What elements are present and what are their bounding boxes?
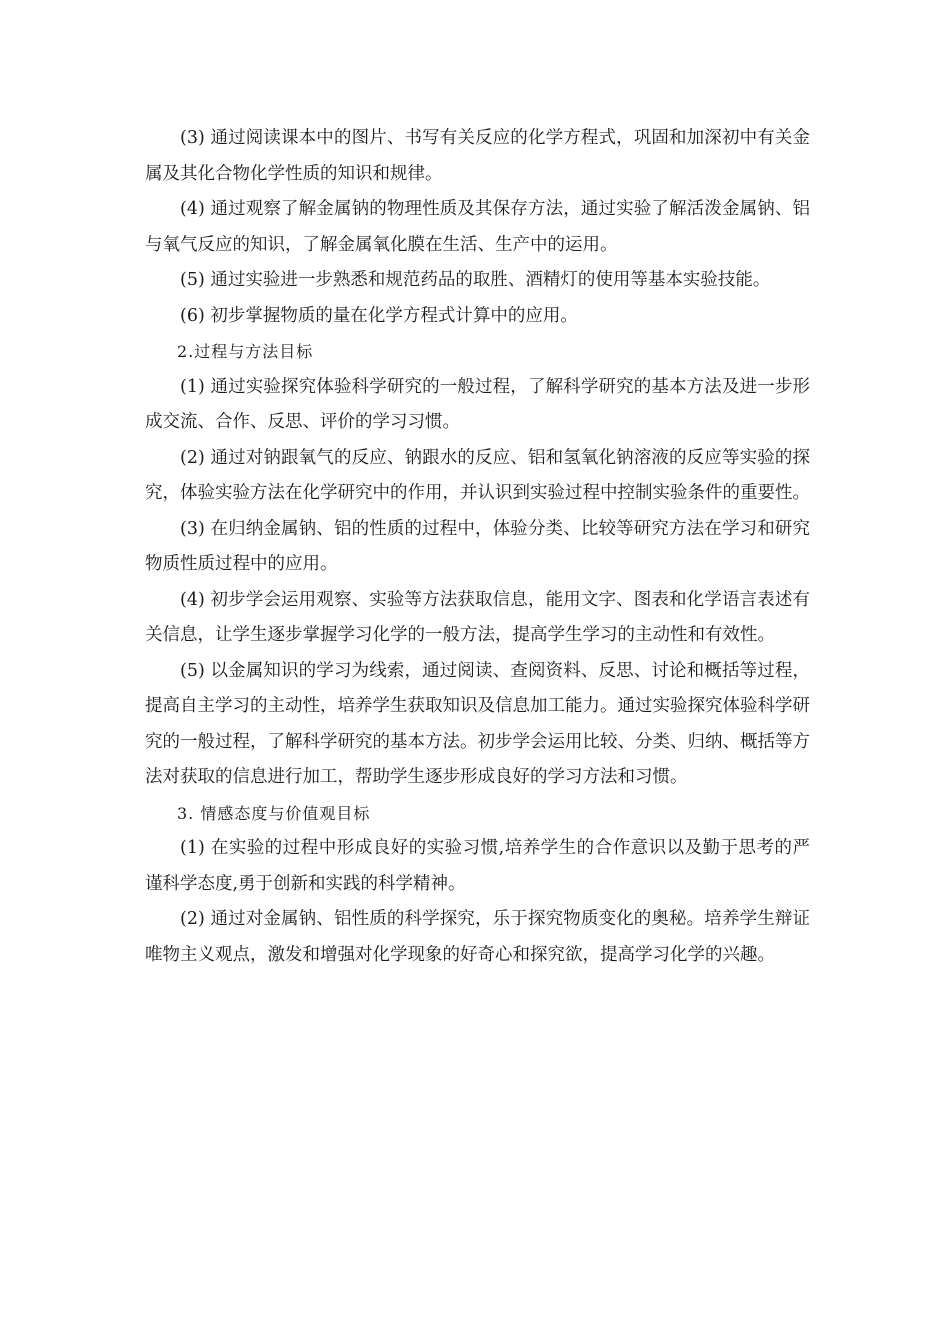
paragraph-knowledge-6: (6) 初步掌握物质的量在化学方程式计算中的应用。 — [180, 305, 578, 326]
paragraph-knowledge-3: (3) 通过阅读课本中的图片、书写有关反应的化学方程式，巩固和加深初中有关金属及其化合物化学性质的知识和规律。 — [145, 128, 810, 184]
paragraph-emotion-1: (1) 在实验的过程中形成良好的实验习惯,培养学生的合作意识以及勤于思考的严谨科学态度,勇于创新和实践的科学精神。 — [145, 838, 810, 894]
paragraph-knowledge-4: (4) 通过观察了解金属钠的物理性质及其保存方法，通过实验了解活泼金属钠、铝与氧气反应的知识，了解金属氧化膜在生活、生产中的运用。 — [145, 199, 810, 255]
section-heading-emotion-values: 3. 情感态度与价值观目标 — [177, 803, 371, 823]
paragraph-process-3: (3) 在归纳金属钠、铝的性质的过程中，体验分类、比较等研究方法在学习和研究物质性质过程中的应用。 — [145, 518, 810, 574]
paragraph-process-2: (2) 通过对钠跟氧气的反应、钠跟水的反应、铝和氢氧化钠溶液的反应等实验的探究，体验实验方法在化学研究中的作用，并认识到实验过程中控制实验条件的重要性。 — [145, 447, 810, 503]
paragraph-knowledge-5: (5) 通过实验进一步熟悉和规范药品的取胜、酒精灯的使用等基本实验技能。 — [180, 270, 771, 290]
paragraph-process-1: (1) 通过实验探究体验科学研究的一般过程，了解科学研究的基本方法及进一步形成交流、合作、反思、评价的学习习惯。 — [145, 376, 810, 432]
paragraph-process-4: (4) 初步学会运用观察、实验等方法获取信息，能用文字、图表和化学语言表述有关信息，让学生逐步掌握学习化学的一般方法，提高学生学习的主动性和有效性。 — [145, 589, 810, 645]
paragraph-process-5: (5) 以金属知识的学习为线索，通过阅读、查阅资料、反思、讨论和概括等过程，提高自主学习的主动性，培养学生获取知识及信息加工能力。通过实验探究体验科学研究的一般过程，了解科学研究的基本方法。初步学会运用比较、分类、归纳、概括等方法对获取的信息进行加工，帮助学生逐步形成良好的学习方法和习惯。 — [145, 660, 810, 787]
document-body — [145, 121, 810, 973]
section-heading-process-method: 2.过程与方法目标 — [177, 342, 314, 361]
paragraph-emotion-2: (2) 通过对金属钠、铝性质的科学探究，乐于探究物质变化的奥秘。培养学生辩证唯物主义观点，激发和增强对化学现象的好奇心和探究欲，提高学习化学的兴趣。 — [145, 909, 810, 965]
